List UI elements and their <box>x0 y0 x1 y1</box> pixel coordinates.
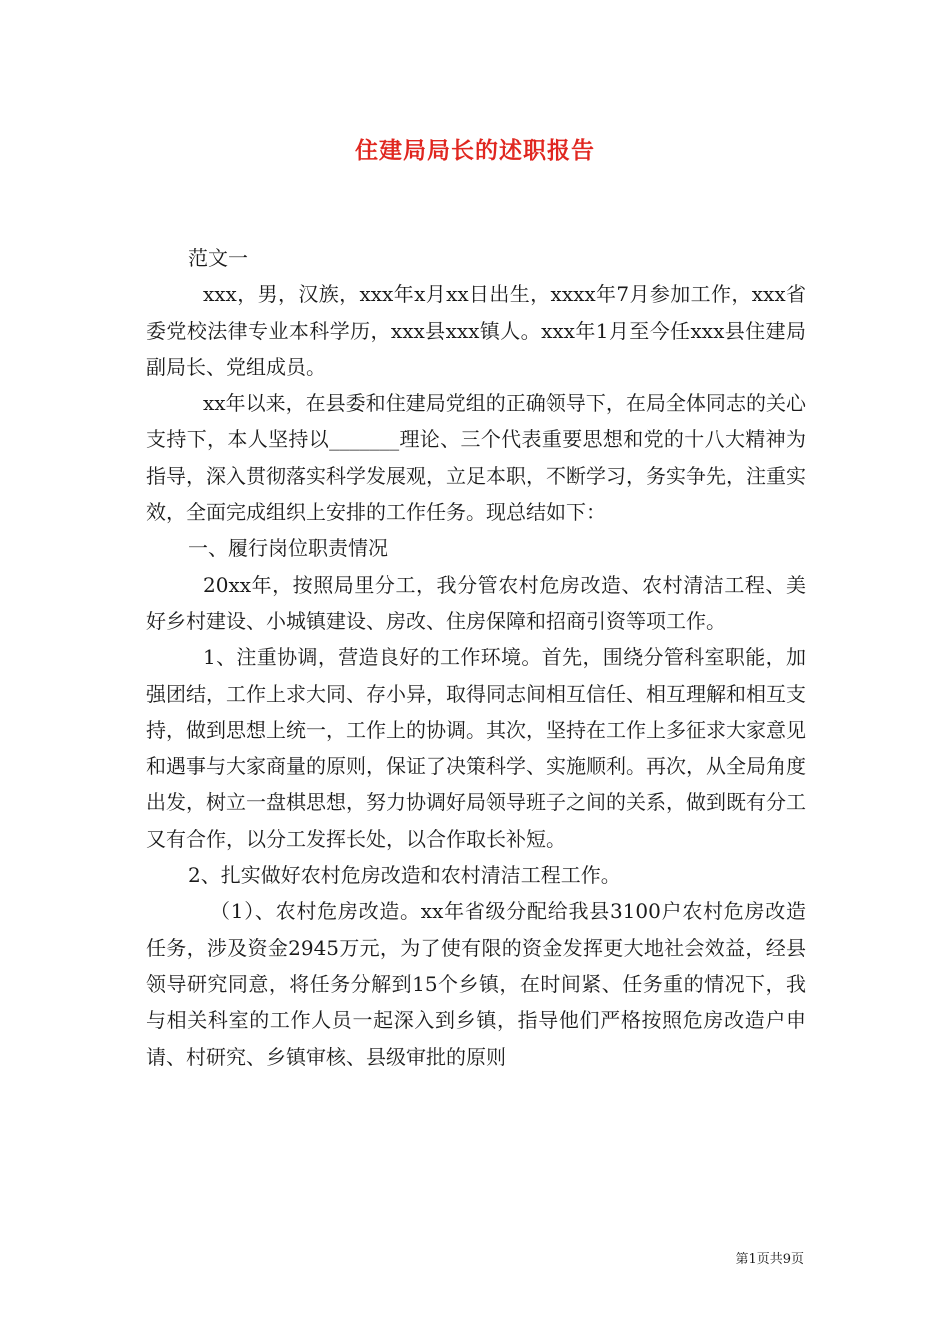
section-heading-duties: 一、履行岗位职责情况 <box>188 536 388 561</box>
paragraph-section-label: 范文一 <box>188 246 248 270</box>
paragraph-coordination: 1、注重协调，营造良好的工作环境。首先，围绕分管科室职能，加强团结，工作上求大同、存小异，取得同志间相互信任、相互理解和相互支持，做到思想上统一，工作上的协调。其次，坚持在工作上多征求大家意见和遇事与大家商量的原则，保证了决策科学、实施顺利。再次，从全局角度出发，树立一盘棋思想，努力协调好局领导班子之间的关系，做到既有分工又有合作，以分工发挥长处，以合作取长补短。 <box>146 645 806 851</box>
page-number-footer: 第1页共9页 <box>735 1252 804 1267</box>
document-title: 住建局局长的述职报告 <box>355 137 595 164</box>
paragraph-personal-info: xxx，男，汉族，xxx年x月xx日出生，xxxx年7月参加工作，xxx省委党校法律专业本科学历，xxx县xxx镇人。xxx年1月至今任xxx县住建局副局长、党组成员。 <box>146 282 806 379</box>
paragraph-rural-housing-heading: 2、扎实做好农村危房改造和农村清洁工程工作。 <box>188 863 621 888</box>
document-body <box>146 240 806 1075</box>
paragraph-rural-housing-detail: （1）、农村危房改造。xx年省级分配给我县3100户农村危房改造任务，涉及资金2945万元，为了使有限的资金发挥更大地社会效益，经县领导研究同意，将任务分解到15个乡镇，在时间紧、任务重的情况下，我与相关科室的工作人员一起深入到乡镇，指导他们严格按照危房改造户申请、村研究、乡镇审核、县级审批的原则 <box>146 899 806 1069</box>
paragraph-work-assignment: 20xx年，按照局里分工，我分管农村危房改造、农村清洁工程、美好乡村建设、小城镇建设、房改、住房保障和招商引资等项工作。 <box>146 572 806 633</box>
paragraph-introduction: xx年以来，在县委和住建局党组的正确领导下，在局全体同志的关心支持下，本人坚持以_______理论、三个代表重要思想和党的十八大精神为指导，深入贯彻落实科学发展观，立足本职，不断学习，务实争先，注重实效，全面完成组织上安排的工作任务。现总结如下： <box>146 391 806 525</box>
